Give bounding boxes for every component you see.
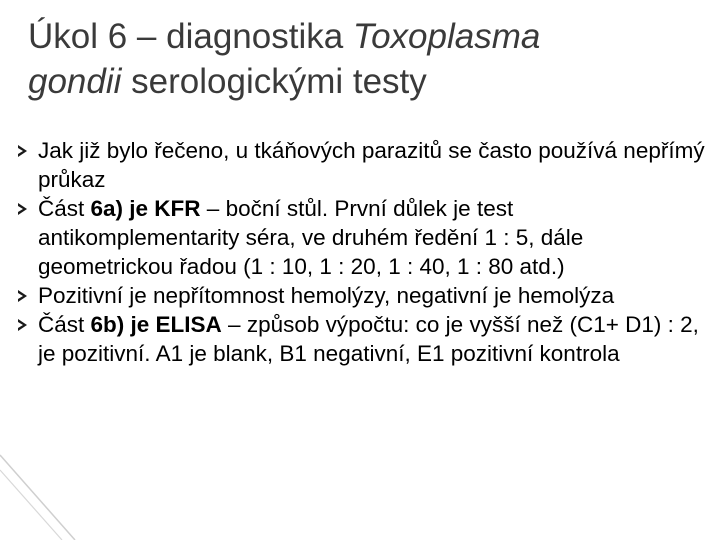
bullet-rest: – způsob výpočtu: co je vyšší než (C1+ D1) : 2, je pozitivní. A1 je blank, B1 negativní, E1 pozitivní kontrola: [38, 312, 699, 366]
arrow-bullet-icon: [18, 145, 27, 157]
arrow-bullet-icon: [18, 290, 27, 302]
title-species: gondii: [28, 62, 122, 101]
bullet-item: [18, 194, 708, 281]
bullet-prefix: Část: [38, 312, 91, 337]
bullet-text: Pozitivní je nepřítomnost hemolýzy, negativní je hemolýza: [38, 283, 615, 308]
bullet-bold: 6a) je KFR: [90, 196, 201, 221]
bullet-prefix: Část: [38, 196, 91, 221]
bullet-item: [18, 136, 708, 194]
bullet-text: Jak již bylo řečeno, u tkáňových parazitů se často používá nepřímý průkaz: [38, 138, 705, 192]
page-title: [28, 14, 708, 104]
title-suffix: serologickými testy: [121, 62, 427, 101]
bullet-item: [18, 310, 708, 368]
bullet-rest: – boční stůl. První důlek je test antikomplementarity séra, ve druhém ředění 1 : 5, dále geometrickou řadou (1 : 10, 1 : 20, 1 : 40, 1 : 80 atd.): [38, 196, 584, 279]
bullet-text: [36, 310, 708, 368]
bullet-item: [18, 281, 708, 310]
bullet-bold: 6b) je ELISA: [90, 312, 222, 337]
title-text: Úkol 6 – diagnostika: [28, 17, 353, 56]
arrow-bullet-icon: [18, 203, 27, 215]
arrow-bullet-icon: [18, 319, 27, 331]
bullet-list: [18, 136, 708, 368]
bullet-text: [36, 194, 708, 281]
title-genus: Toxoplasma: [352, 17, 541, 56]
